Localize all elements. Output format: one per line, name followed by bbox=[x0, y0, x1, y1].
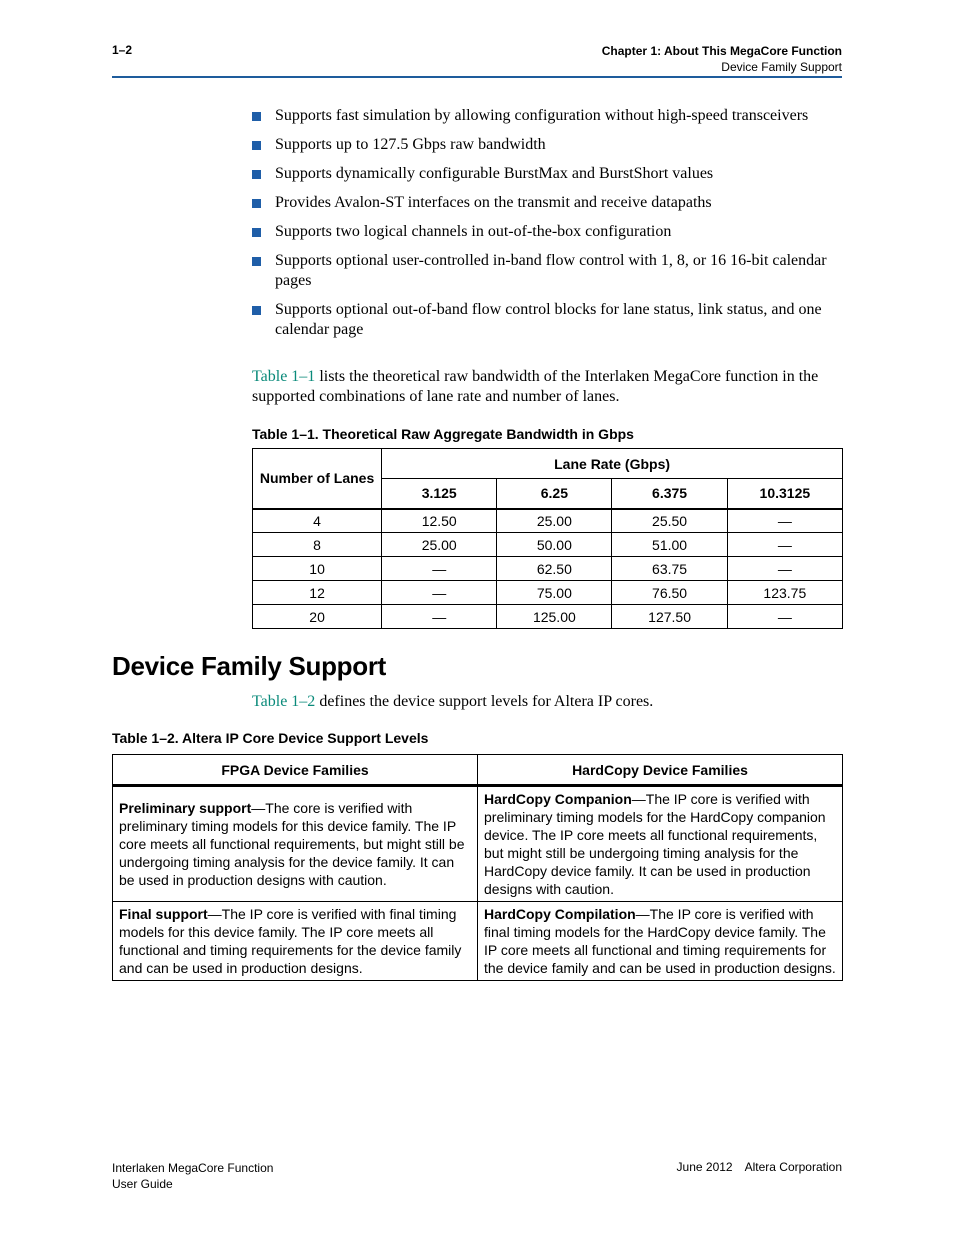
table-cell: — bbox=[382, 605, 497, 629]
table-cell: 25.00 bbox=[497, 509, 612, 533]
square-bullet-icon bbox=[252, 112, 261, 121]
table-cell: 12 bbox=[253, 581, 382, 605]
list-item-text: Supports up to 127.5 Gbps raw bandwidth bbox=[275, 136, 546, 153]
footer-doc-info bbox=[112, 1160, 273, 1192]
square-bullet-icon bbox=[252, 306, 261, 315]
running-header bbox=[602, 43, 842, 75]
square-bullet-icon bbox=[252, 170, 261, 179]
table-cell: 51.00 bbox=[612, 533, 727, 557]
page-number: 1–2 bbox=[112, 43, 133, 57]
company-name: Altera Corporation bbox=[744, 1160, 842, 1174]
table-cell: 76.50 bbox=[612, 581, 727, 605]
hardcopy-families-header: HardCopy Device Families bbox=[478, 755, 843, 786]
table-1-2-link[interactable]: Table 1–2 bbox=[252, 693, 316, 710]
table-cell bbox=[478, 786, 843, 902]
rate-header: 3.125 bbox=[382, 479, 497, 509]
table-row bbox=[113, 786, 843, 902]
feature-list bbox=[252, 106, 842, 349]
table-cell: 10 bbox=[253, 557, 382, 581]
table-cell: 8 bbox=[253, 533, 382, 557]
doc-title: Interlaken MegaCore Function bbox=[112, 1161, 274, 1175]
list-item-text: Supports dynamically configurable BurstMax and BurstShort values bbox=[275, 165, 714, 182]
table-1-2-caption: Table 1–2. Altera IP Core Device Support Levels bbox=[112, 730, 429, 746]
table-row bbox=[113, 902, 843, 981]
rate-header: 6.375 bbox=[612, 479, 727, 509]
table-cell: — bbox=[727, 557, 842, 581]
list-item-text: Supports fast simulation by allowing configuration without high-speed transceivers bbox=[275, 107, 809, 124]
list-item bbox=[252, 222, 842, 242]
support-level-label: Preliminary support bbox=[119, 800, 252, 816]
table-1-1-link[interactable]: Table 1–1 bbox=[252, 368, 316, 385]
table-cell: 127.50 bbox=[612, 605, 727, 629]
table-cell bbox=[113, 786, 478, 902]
device-support-table bbox=[112, 754, 843, 981]
table-cell: — bbox=[382, 557, 497, 581]
number-of-lanes-header: Number of Lanes bbox=[253, 449, 382, 509]
support-level-label: HardCopy Companion bbox=[484, 791, 632, 807]
table-cell: — bbox=[727, 509, 842, 533]
intro-paragraph bbox=[252, 367, 842, 407]
table-cell bbox=[478, 902, 843, 981]
table-cell: 4 bbox=[253, 509, 382, 533]
support-level-text: —The IP core is verified with final timing models for the HardCopy device family. The IP core meets all functional and timing requirements for the device family and can be used in production designs. bbox=[484, 906, 836, 976]
table-row bbox=[253, 557, 843, 581]
support-level-text: —The IP core is verified with preliminary timing models for the HardCopy companion device. The IP core meets all functional requirements, but might still be undergoing timing analysis for the HardCopy device family. It can be used in production designs with caution. bbox=[484, 791, 826, 897]
intro-paragraph-text: lists the theoretical raw bandwidth of the Interlaken MegaCore function in the supported combinations of lane rate and number of lanes. bbox=[252, 368, 819, 405]
table-cell: 75.00 bbox=[497, 581, 612, 605]
table-cell: 125.00 bbox=[497, 605, 612, 629]
table-cell: — bbox=[382, 581, 497, 605]
section-paragraph-text: defines the device support levels for Altera IP cores. bbox=[315, 693, 654, 710]
table-row bbox=[253, 509, 843, 533]
table-row bbox=[253, 581, 843, 605]
header-rule bbox=[112, 76, 842, 78]
support-level-text: —The IP core is verified with final timing models for this device family. The IP core meets all functional and timing requirements for the device family and can be used in production designs. bbox=[119, 906, 462, 976]
list-item bbox=[252, 106, 842, 126]
list-item bbox=[252, 193, 842, 213]
table-row bbox=[253, 533, 843, 557]
table-cell: — bbox=[727, 605, 842, 629]
table-cell bbox=[113, 902, 478, 981]
section-paragraph bbox=[252, 692, 842, 712]
square-bullet-icon bbox=[252, 257, 261, 266]
square-bullet-icon bbox=[252, 199, 261, 208]
list-item-text: Supports optional out-of-band flow control blocks for lane status, link status, and one calendar page bbox=[275, 301, 822, 338]
square-bullet-icon bbox=[252, 228, 261, 237]
table-row bbox=[253, 605, 843, 629]
section-name: Device Family Support bbox=[721, 60, 842, 74]
footer-publisher bbox=[677, 1160, 842, 1174]
list-item-text: Supports two logical channels in out-of-the-box configuration bbox=[275, 223, 672, 240]
support-level-label: HardCopy Compilation bbox=[484, 906, 636, 922]
list-item-text: Supports optional user-controlled in-band flow control with 1, 8, or 16 16-bit calendar pages bbox=[275, 252, 827, 289]
rate-header: 10.3125 bbox=[727, 479, 842, 509]
table-cell: 50.00 bbox=[497, 533, 612, 557]
square-bullet-icon bbox=[252, 141, 261, 150]
table-cell: 25.50 bbox=[612, 509, 727, 533]
lane-rate-header: Lane Rate (Gbps) bbox=[382, 449, 843, 479]
list-item bbox=[252, 164, 842, 184]
table-cell: 62.50 bbox=[497, 557, 612, 581]
table-cell: 25.00 bbox=[382, 533, 497, 557]
list-item bbox=[252, 300, 842, 340]
table-1-1-caption: Table 1–1. Theoretical Raw Aggregate Bandwidth in Gbps bbox=[252, 426, 634, 442]
support-level-text: —The core is verified with preliminary timing models for this device family. The IP core meets all functional requirements, but might still be undergoing timing analysis for the device family. It can be used in production designs with caution. bbox=[119, 800, 465, 888]
chapter-title: Chapter 1: About This MegaCore Function bbox=[601, 44, 842, 58]
table-cell: 123.75 bbox=[727, 581, 842, 605]
rate-header: 6.25 bbox=[497, 479, 612, 509]
section-heading: Device Family Support bbox=[112, 651, 387, 681]
table-cell: 12.50 bbox=[382, 509, 497, 533]
table-cell: — bbox=[727, 533, 842, 557]
support-level-label: Final support bbox=[119, 906, 208, 922]
table-cell: 20 bbox=[253, 605, 382, 629]
table-cell: 63.75 bbox=[612, 557, 727, 581]
list-item-text: Provides Avalon-ST interfaces on the transmit and receive datapaths bbox=[275, 194, 712, 211]
list-item bbox=[252, 251, 842, 291]
publish-date: June 2012 bbox=[676, 1160, 733, 1174]
doc-type: User Guide bbox=[112, 1177, 173, 1191]
bandwidth-table bbox=[252, 448, 843, 629]
fpga-families-header: FPGA Device Families bbox=[113, 755, 478, 786]
list-item bbox=[252, 135, 842, 155]
